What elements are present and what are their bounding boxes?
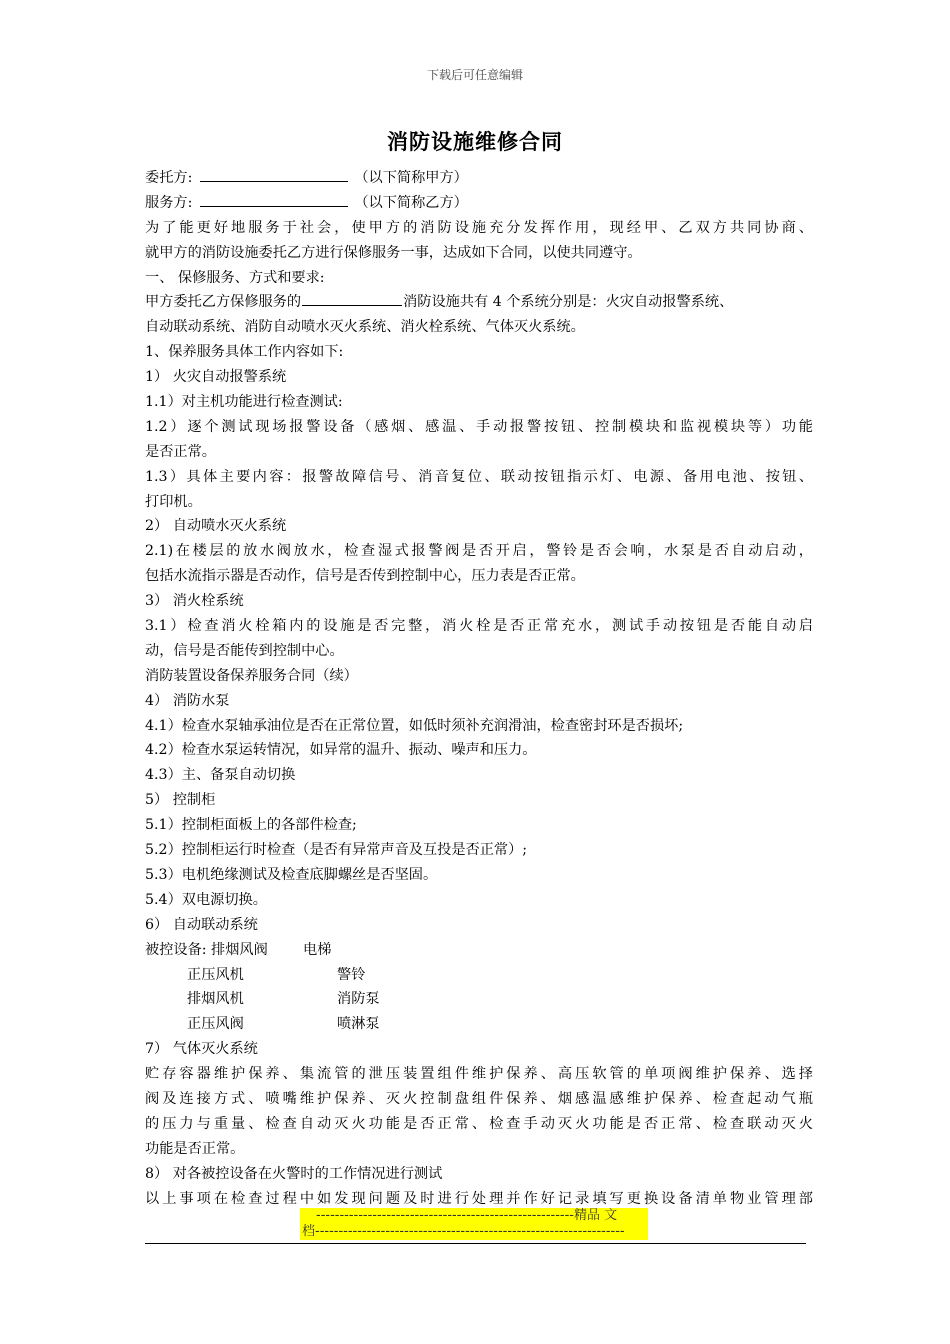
- clause-line: 1.1）对主机功能进行检查测试:: [145, 394, 343, 411]
- party-b-line: [145, 191, 813, 216]
- clause-line: 是否正常。: [145, 443, 216, 460]
- scope-suffix: 消防设施共有 4 个系统分别是：火灾自动报警系统、: [403, 294, 734, 311]
- device-item: 排烟风机: [187, 991, 244, 1008]
- device-item: 警铃: [337, 966, 366, 983]
- subsection-heading: 8） 对各被控设备在火警时的工作情况进行测试: [145, 1165, 443, 1182]
- item-heading: 1、保养服务具体工作内容如下:: [145, 344, 344, 361]
- clause-line: 打印机。: [145, 493, 202, 510]
- clause-line: 5.2）控制柜运行时检查（是否有异常声音及互投是否正常）;: [145, 842, 528, 859]
- party-a-label: 委托方:: [145, 170, 193, 186]
- scope-blank[interactable]: [302, 290, 402, 306]
- clause-line: 包括水流指示器是否动作，信号是否传到控制中心，压力表是否正常。: [145, 568, 585, 585]
- subsection-heading: 5） 控制柜: [145, 792, 216, 809]
- document-title: 消防设施维修合同: [387, 129, 563, 154]
- clause-line: 1.2）逐个测试现场报警设备（感烟、感温、手动报警按钮、控制模块和监视模块等）功能: [145, 418, 813, 435]
- clause-line: 3.1）检查消火栓箱内的设施是否完整，消火栓是否正常充水，测试手动按钮是否能自动启: [145, 618, 813, 635]
- clause-line: 以上事项在检查过程中如发现问题及时进行处理并作好记录填写更换设备清单物业管理部: [145, 1190, 813, 1207]
- party-a-blank[interactable]: [200, 166, 348, 182]
- header-note: 下载后可任意编辑: [426, 68, 523, 82]
- subsection-heading: 1） 火灾自动报警系统: [145, 369, 287, 386]
- device-row: [145, 938, 813, 963]
- party-b-blank[interactable]: [200, 191, 348, 207]
- clause-line: 贮存容器维护保养、集流管的泄压装置组件维护保养、高压软管的单项阀维护保养、选择: [145, 1066, 813, 1083]
- subsection-heading: 4） 消防水泵: [145, 692, 230, 709]
- device-item: 正压风机: [187, 966, 244, 983]
- section-heading: 一、 保修服务、方式和要求:: [145, 269, 325, 286]
- party-a-line: [145, 166, 813, 191]
- clause-line: 4.3）主、备泵自动切换: [145, 767, 296, 784]
- clause-line: 4.2）检查水泵运转情况，如异常的温升、振动、噪声和压力。: [145, 742, 537, 759]
- clause-line: 5.3）电机绝缘测试及检查底脚螺丝是否坚固。: [145, 866, 438, 883]
- clause-line: 阀及连接方式、喷嘴维护保养、灭火控制盘组件保养、烟感温感维护保养、检查起动气瓶: [145, 1090, 813, 1107]
- paragraph-line: 为了能更好地服务于社会，使甲方的消防设施充分发挥作用，现经甲、乙双方共同协商、: [145, 219, 813, 236]
- device-item: 喷淋泵: [337, 1016, 380, 1033]
- scope-line: [145, 290, 813, 315]
- clause-line: 1.3）具体主要内容：报警故障信号、消音复位、联动按钮指示灯、电源、备用电池、按钮、: [145, 468, 813, 485]
- clause-line: 2.1)在楼层的放水阀放水，检查湿式报警阀是否开启，警铃是否会响，水泵是否自动启动，: [145, 543, 813, 560]
- clause-line: 4.1）检查水泵轴承油位是否在正常位置，如低时须补充润滑油，检查密封环是否损坏;: [145, 717, 684, 734]
- device-row: [145, 987, 813, 1012]
- clause-line: 功能是否正常。: [145, 1140, 245, 1157]
- device-row: [145, 963, 813, 988]
- device-item: 电梯: [303, 941, 332, 958]
- clause-line: 的压力与重量、检查自动灭火功能是否正常、检查手动灭火功能是否正常、检查联动灭火: [145, 1115, 813, 1132]
- clause-line: 5.4）双电源切换。: [145, 891, 267, 908]
- footer-watermark-line: -------------------------------------------------------精品 文: [316, 1208, 618, 1223]
- device-row: [145, 1012, 813, 1037]
- clause-line: 5.1）控制柜面板上的各部件检查;: [145, 817, 357, 834]
- party-b-suffix: （以下简称乙方）: [354, 194, 468, 211]
- contract-body: [145, 166, 813, 1211]
- subsection-heading: 6） 自动联动系统: [145, 916, 258, 933]
- device-label: 被控设备: 排烟风阀: [145, 941, 268, 958]
- clause-line: 动，信号是否能传到控制中心。: [145, 642, 344, 659]
- device-item: 消防泵: [337, 991, 380, 1008]
- footer-divider: [145, 1243, 806, 1244]
- subsection-heading: 2） 自动喷水灭火系统: [145, 518, 287, 535]
- paragraph-line: 自动联动系统、消防自动喷水灭火系统、消火栓系统、气体灭火系统。: [145, 319, 585, 336]
- party-b-label: 服务方:: [145, 194, 193, 211]
- continuation-title: 消防装置设备保养服务合同（续）: [145, 667, 358, 684]
- subsection-heading: 3） 消火栓系统: [145, 593, 244, 610]
- scope-prefix: 甲方委托乙方保修服务的: [145, 294, 302, 311]
- device-item: 正压风阀: [187, 1016, 244, 1033]
- subsection-heading: 7） 气体灭火系统: [145, 1041, 258, 1058]
- footer-watermark-line: 档------------------------------------------------------------------: [302, 1224, 625, 1239]
- party-a-suffix: （以下简称甲方）: [354, 170, 468, 186]
- paragraph-line: 就甲方的消防设施委托乙方进行保修服务一事，达成如下合同，以使共同遵守。: [145, 244, 642, 261]
